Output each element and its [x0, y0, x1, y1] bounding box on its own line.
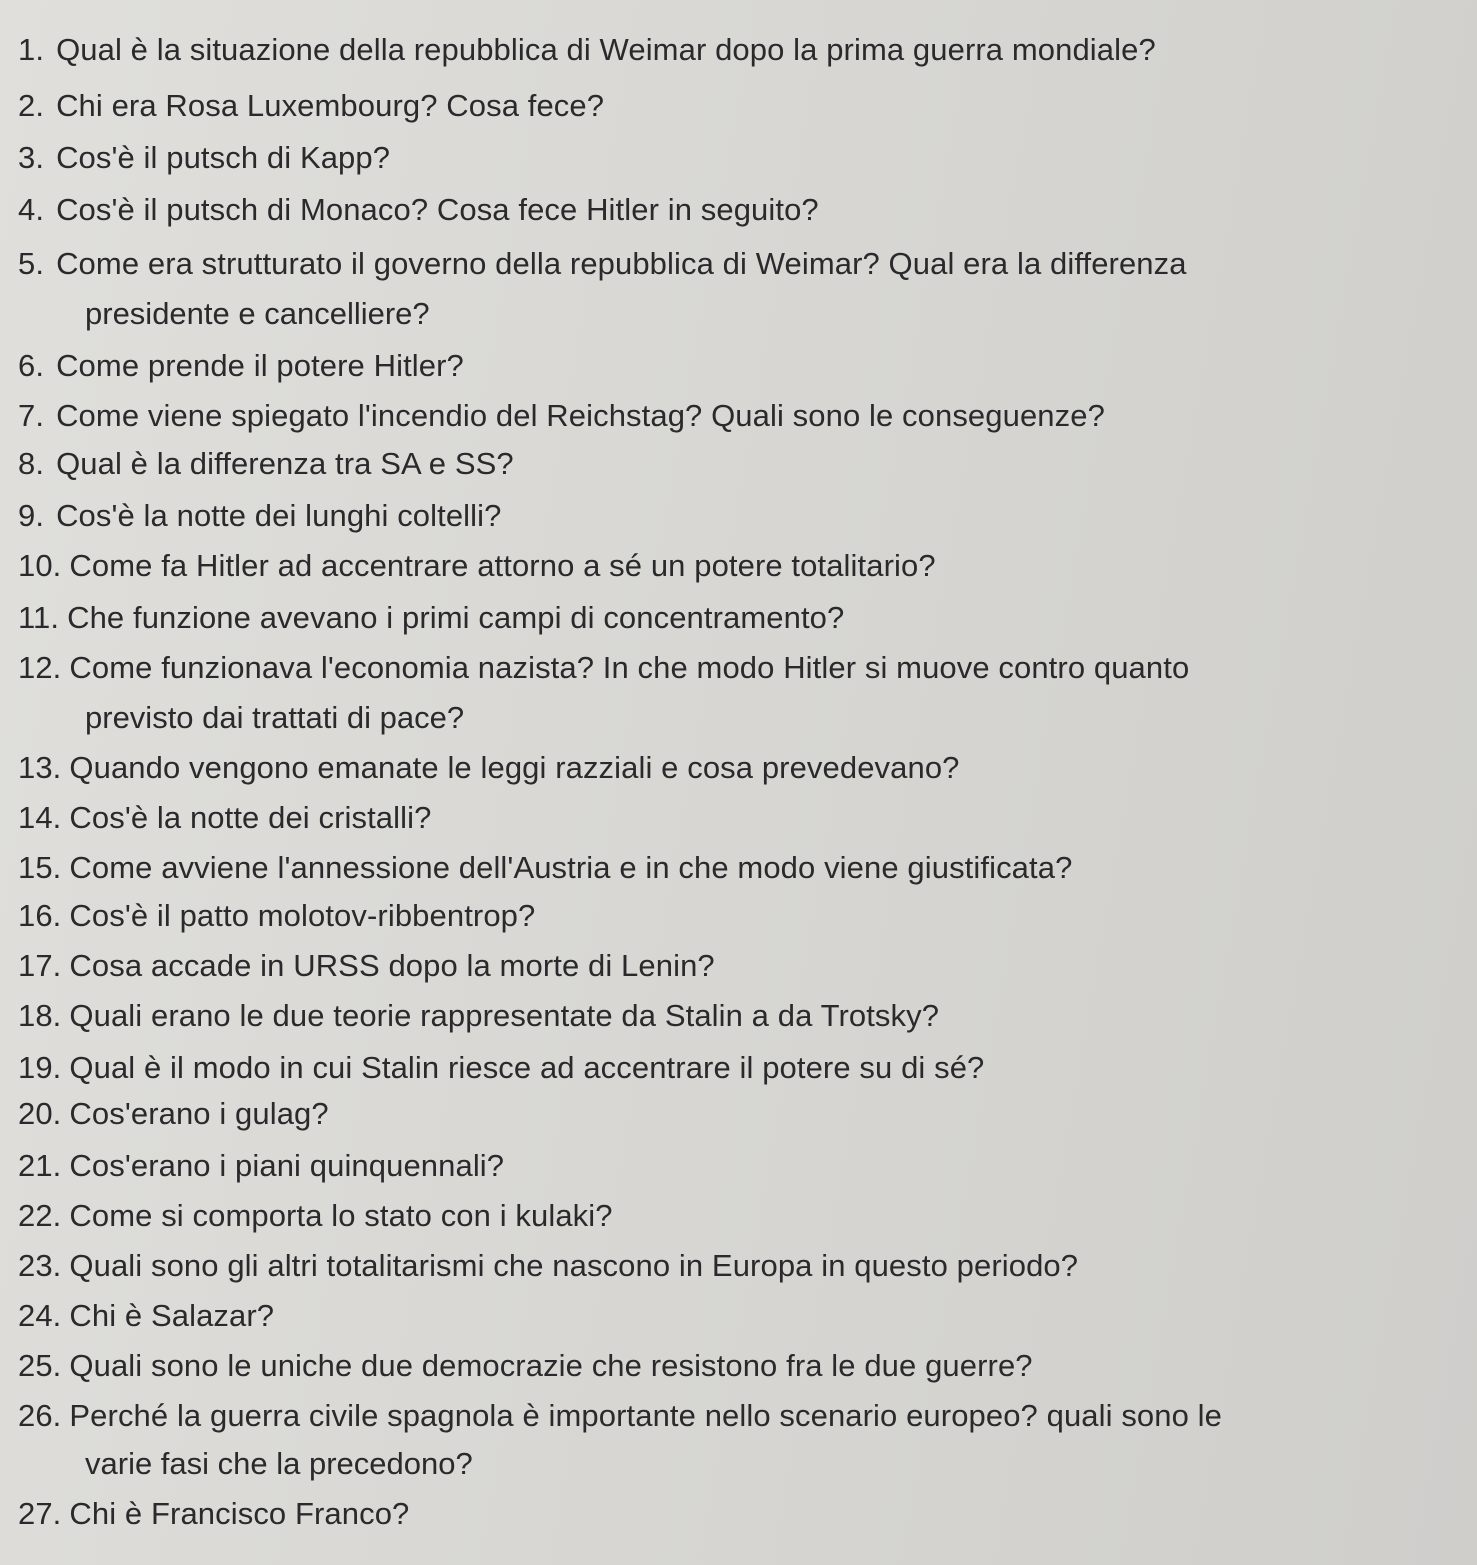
question-number: 15. [18, 850, 62, 885]
question-text: Quando vengono emanate le leggi razziali e cosa prevedevano? [69, 750, 960, 785]
question-text: Qual è la situazione della repubblica di Weimar dopo la prima guerra mondiale? [56, 32, 1156, 67]
question-text: Cos'erano i piani quinquennali? [69, 1148, 505, 1183]
question-number: 8. [18, 446, 45, 481]
question-9 [18, 496, 501, 536]
question-text: Come prende il potere Hitler? [56, 348, 464, 383]
question-13 [18, 748, 960, 788]
question-25 [18, 1346, 1033, 1386]
question-15 [18, 848, 1072, 888]
question-21 [18, 1146, 504, 1186]
question-number: 3. [18, 140, 45, 175]
question-2 [18, 86, 604, 126]
question-text: Cos'è il putsch di Monaco? Cosa fece Hitler in seguito? [56, 192, 819, 227]
question-5-continuation: presidente e cancelliere? [85, 296, 430, 331]
question-number: 4. [18, 192, 45, 227]
question-text: Quali sono le uniche due democrazie che resistono fra le due guerre? [69, 1348, 1033, 1383]
question-26-continuation: varie fasi che la precedono? [85, 1446, 473, 1481]
question-18 [18, 996, 939, 1036]
question-text: Quali erano le due teorie rappresentate da Stalin a da Trotsky? [69, 998, 940, 1033]
question-12 [18, 648, 1189, 688]
question-number: 6. [18, 348, 45, 383]
question-text: Cos'è il putsch di Kapp? [56, 140, 391, 175]
question-number: 14. [18, 800, 62, 835]
question-text: Come fa Hitler ad accentrare attorno a sé un potere totalitario? [69, 548, 936, 583]
question-23 [18, 1246, 1078, 1286]
question-7 [18, 396, 1105, 436]
question-19 [18, 1048, 984, 1088]
question-number: 27. [18, 1496, 62, 1531]
question-27 [18, 1494, 409, 1534]
question-number: 17. [18, 948, 62, 983]
question-number: 12. [18, 650, 62, 685]
question-text: Chi è Francisco Franco? [69, 1496, 410, 1531]
question-text: Come si comporta lo stato con i kulaki? [69, 1198, 613, 1233]
question-text: Qual è la differenza tra SA e SS? [56, 446, 514, 481]
question-number: 20. [18, 1096, 62, 1131]
question-text: Cosa accade in URSS dopo la morte di Lenin? [69, 948, 715, 983]
question-text: Perché la guerra civile spagnola è importante nello scenario europeo? quali sono le [69, 1398, 1222, 1433]
question-text: Come viene spiegato l'incendio del Reichstag? Quali sono le conseguenze? [56, 398, 1105, 433]
question-number: 1. [18, 32, 45, 67]
question-11 [18, 598, 844, 638]
question-14 [18, 798, 431, 838]
question-16 [18, 896, 535, 936]
question-number: 16. [18, 898, 62, 933]
question-5 [18, 244, 1187, 284]
question-number: 11. [18, 600, 60, 635]
question-text: Qual è il modo in cui Stalin riesce ad accentrare il potere su di sé? [69, 1050, 985, 1085]
question-4 [18, 190, 819, 230]
question-number: 21. [18, 1148, 62, 1183]
question-number: 19. [18, 1050, 62, 1085]
question-text: Cos'è la notte dei cristalli? [69, 800, 432, 835]
question-number: 9. [18, 498, 45, 533]
question-number: 24. [18, 1298, 62, 1333]
question-number: 22. [18, 1198, 62, 1233]
question-text: Come era strutturato il governo della repubblica di Weimar? Qual era la differenza [56, 246, 1187, 281]
question-text: Come funzionava l'economia nazista? In che modo Hitler si muove contro quanto [69, 650, 1190, 685]
question-22 [18, 1196, 613, 1236]
question-3 [18, 138, 390, 178]
question-number: 13. [18, 750, 62, 785]
question-number: 25. [18, 1348, 62, 1383]
question-number: 23. [18, 1248, 62, 1283]
question-text: Cos'è il patto molotov-ribbentrop? [69, 898, 536, 933]
question-number: 7. [18, 398, 45, 433]
question-1 [18, 30, 1156, 70]
question-text: Che funzione avevano i primi campi di concentramento? [67, 600, 845, 635]
question-26 [18, 1396, 1222, 1436]
question-text: Come avviene l'annessione dell'Austria e in che modo viene giustificata? [69, 850, 1073, 885]
question-10 [18, 546, 936, 586]
question-text: Chi è Salazar? [69, 1298, 275, 1333]
question-20 [18, 1094, 329, 1134]
question-number: 2. [18, 88, 45, 123]
question-text: Chi era Rosa Luxembourg? Cosa fece? [56, 88, 605, 123]
question-24 [18, 1296, 274, 1336]
question-number: 5. [18, 246, 45, 281]
question-12-continuation: previsto dai trattati di pace? [85, 700, 465, 735]
question-8 [18, 444, 514, 484]
question-number: 18. [18, 998, 62, 1033]
question-17 [18, 946, 715, 986]
question-number: 26. [18, 1398, 62, 1433]
question-number: 10. [18, 548, 62, 583]
question-text: Quali sono gli altri totalitarismi che nascono in Europa in questo periodo? [69, 1248, 1079, 1283]
question-6 [18, 346, 464, 386]
question-text: Cos'erano i gulag? [69, 1096, 329, 1131]
question-text: Cos'è la notte dei lunghi coltelli? [56, 498, 502, 533]
